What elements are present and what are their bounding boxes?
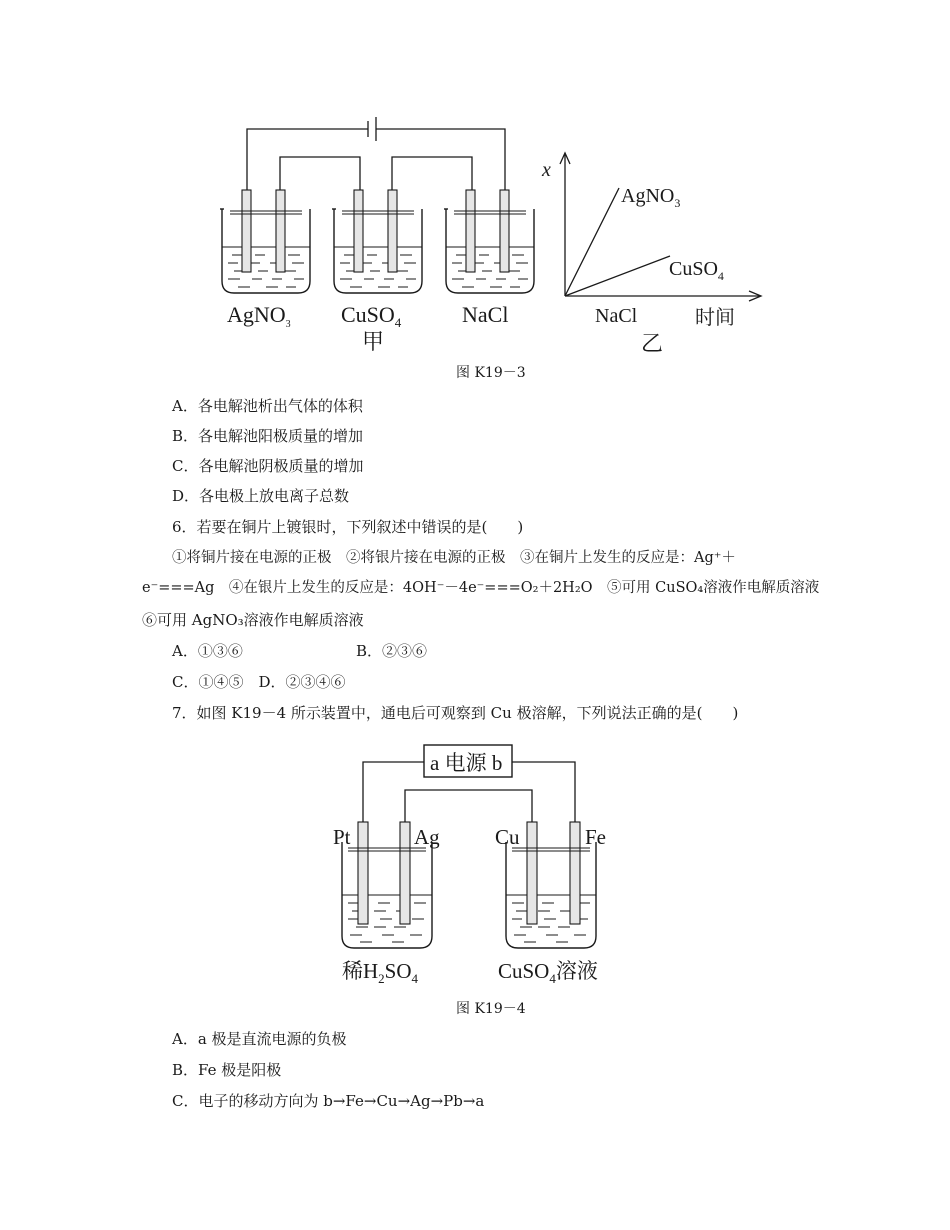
graph-y-axis-label: x	[542, 159, 551, 181]
q6-statement-line2: e⁻===Ag ④在银片上发生的反应是：4OH⁻－4e⁻===O₂＋2H₂O ⑤可用 CuSO₄溶液作电解质溶液	[142, 580, 820, 596]
electrode-label-ag: Ag	[414, 825, 440, 849]
graph-line-label-cuso4: CuSO$_4$	[669, 258, 724, 283]
q7-option-c: C．电子的移动方向为 b→Fe→Cu→Ag→Pb→a	[172, 1092, 485, 1110]
graph-line-label-nacl: NaCl	[595, 305, 638, 327]
figure-caption-k19-3: 图 K19－3	[456, 365, 526, 381]
q7-option-b: B．Fe 极是阳极	[172, 1061, 282, 1079]
label-yi: 乙	[641, 331, 664, 356]
q7-stem: 7．如图 K19－4 所示装置中，通电后可观察到 Cu 极溶解，下列说法正确的是( )	[172, 704, 739, 722]
q6-stem: 6．若要在铜片上镀银时，下列叙述中错误的是( )	[172, 518, 524, 536]
q7-option-a: A．a 极是直流电源的负极	[172, 1030, 347, 1048]
solution-label-right: CuSO$_4$溶液	[498, 959, 598, 986]
q6-option-a: A．①③⑥	[172, 642, 243, 660]
q6-statement-line1: ①将铜片接在电源的正极 ②将银片接在电源的正极 ③在铜片上发生的反应是：Ag⁺＋	[172, 550, 736, 566]
q6-option-cd: C．①④⑤ D．②③④⑥	[172, 673, 346, 691]
beaker-agno3	[220, 190, 310, 293]
q5-option-c: C．各电解池阴极质量的增加	[172, 457, 364, 475]
q5-option-a: A．各电解池析出气体的体积	[172, 397, 363, 415]
label-jia: 甲	[362, 329, 385, 354]
q6-option-b: B．②③⑥	[356, 642, 428, 660]
beaker-label-agno3: AgNO$_3$	[227, 302, 291, 330]
q5-option-b: B．各电解池阳极质量的增加	[172, 427, 364, 445]
solution-label-left: 稀$H_2SO_4$	[342, 959, 419, 986]
electrode-label-pt: Pt	[333, 825, 351, 849]
graph-line-label-agno3: AgNO$_3$	[621, 185, 681, 210]
figure-k19-4-apparatus	[330, 740, 630, 990]
q5-option-d: D．各电极上放电离子总数	[172, 487, 350, 505]
beaker-label-nacl: NaCl	[462, 302, 509, 327]
power-source-label: a 电源 b	[430, 751, 503, 775]
figure-k19-3-cells	[210, 115, 560, 360]
electrode-label-cu: Cu	[495, 825, 520, 849]
q6-statement-line3: ⑥可用 AgNO₃溶液作电解质溶液	[142, 611, 364, 629]
figure-caption-k19-4: 图 K19－4	[456, 1001, 526, 1017]
beaker-label-cuso4: CuSO$_4$	[341, 302, 402, 330]
figure-k19-3-graph	[535, 148, 785, 358]
electrode-label-fe: Fe	[585, 825, 606, 849]
graph-x-axis-label: 时间	[695, 307, 735, 329]
